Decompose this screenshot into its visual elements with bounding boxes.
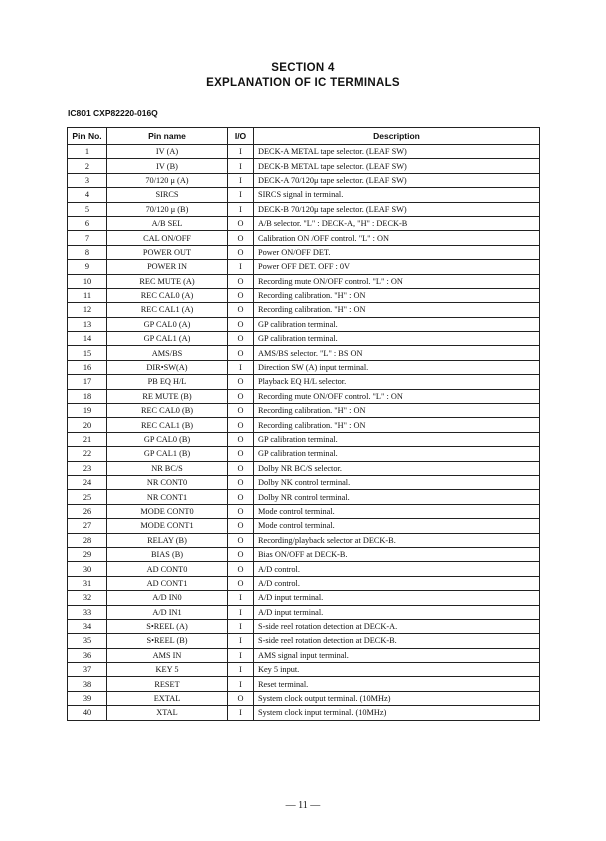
description-cell: DECK-B METAL tape selector. (LEAF SW) bbox=[254, 159, 540, 173]
io-cell: I bbox=[228, 677, 254, 691]
io-cell: O bbox=[228, 576, 254, 590]
description-cell: A/D input terminal. bbox=[254, 591, 540, 605]
table-row bbox=[68, 432, 540, 446]
io-cell: I bbox=[228, 360, 254, 374]
table-row bbox=[68, 677, 540, 691]
description-cell: A/B selector. "L" : DECK-A, "H" : DECK-B bbox=[254, 216, 540, 230]
description-cell: Recording/playback selector at DECK-B. bbox=[254, 533, 540, 547]
pin-no-cell: 10 bbox=[68, 274, 107, 288]
pin-name-cell: DIR•SW(A) bbox=[107, 360, 228, 374]
table-row bbox=[68, 490, 540, 504]
pin-name-cell: POWER IN bbox=[107, 260, 228, 274]
pin-name-cell: 70/120 μ (B) bbox=[107, 202, 228, 216]
pin-no-cell: 4 bbox=[68, 188, 107, 202]
table-row bbox=[68, 648, 540, 662]
table-row bbox=[68, 346, 540, 360]
pin-no-cell: 37 bbox=[68, 663, 107, 677]
pin-no-cell: 16 bbox=[68, 360, 107, 374]
description-cell: DECK-A 70/120μ tape selector. (LEAF SW) bbox=[254, 173, 540, 187]
pin-no-cell: 17 bbox=[68, 375, 107, 389]
section-subtitle: EXPLANATION OF IC TERMINALS bbox=[206, 77, 400, 89]
header-pin-no: Pin No. bbox=[68, 128, 107, 145]
io-cell: O bbox=[228, 418, 254, 432]
table-row bbox=[68, 188, 540, 202]
io-cell: O bbox=[228, 332, 254, 346]
pin-name-cell: REC CAL0 (B) bbox=[107, 404, 228, 418]
description-cell: Recording calibration. "H" : ON bbox=[254, 303, 540, 317]
pin-name-cell: RELAY (B) bbox=[107, 533, 228, 547]
description-cell: Recording mute ON/OFF control. "L" : ON bbox=[254, 274, 540, 288]
table-row bbox=[68, 274, 540, 288]
pin-name-cell: GP CAL0 (A) bbox=[107, 317, 228, 331]
pin-no-cell: 36 bbox=[68, 648, 107, 662]
pin-name-cell: A/D IN1 bbox=[107, 605, 228, 619]
table-header-row bbox=[68, 128, 540, 145]
description-cell: AMS signal input terminal. bbox=[254, 648, 540, 662]
description-cell: Recording calibration. "H" : ON bbox=[254, 404, 540, 418]
io-cell: O bbox=[228, 547, 254, 561]
io-cell: I bbox=[228, 260, 254, 274]
pin-no-cell: 32 bbox=[68, 591, 107, 605]
pin-no-cell: 14 bbox=[68, 332, 107, 346]
table-row bbox=[68, 216, 540, 230]
pin-name-cell: CAL ON/OFF bbox=[107, 231, 228, 245]
io-cell: O bbox=[228, 317, 254, 331]
table-body bbox=[68, 145, 540, 721]
table-row bbox=[68, 332, 540, 346]
description-cell: Recording calibration. "H" : ON bbox=[254, 418, 540, 432]
table-row bbox=[68, 691, 540, 705]
description-cell: System clock input terminal. (10MHz) bbox=[254, 706, 540, 720]
description-cell: System clock output terminal. (10MHz) bbox=[254, 691, 540, 705]
pin-name-cell: S•REEL (B) bbox=[107, 634, 228, 648]
pin-name-cell: AD CONT1 bbox=[107, 576, 228, 590]
table-row bbox=[68, 605, 540, 619]
table-row bbox=[68, 173, 540, 187]
table-row bbox=[68, 447, 540, 461]
pin-no-cell: 26 bbox=[68, 504, 107, 518]
description-cell: SIRCS signal in terminal. bbox=[254, 188, 540, 202]
io-cell: O bbox=[228, 375, 254, 389]
io-cell: I bbox=[228, 648, 254, 662]
description-cell: Mode control terminal. bbox=[254, 504, 540, 518]
io-cell: O bbox=[228, 245, 254, 259]
pin-table bbox=[67, 127, 540, 721]
io-cell: O bbox=[228, 447, 254, 461]
pin-name-cell: REC MUTE (A) bbox=[107, 274, 228, 288]
description-cell: Mode control terminal. bbox=[254, 519, 540, 533]
io-cell: O bbox=[228, 432, 254, 446]
description-cell: Bias ON/OFF at DECK-B. bbox=[254, 547, 540, 561]
table-row bbox=[68, 145, 540, 159]
description-cell: Power ON/OFF DET. bbox=[254, 245, 540, 259]
pin-name-cell: XTAL bbox=[107, 706, 228, 720]
pin-name-cell: GP CAL1 (B) bbox=[107, 447, 228, 461]
pin-no-cell: 18 bbox=[68, 389, 107, 403]
pin-no-cell: 33 bbox=[68, 605, 107, 619]
io-cell: O bbox=[228, 562, 254, 576]
io-cell: O bbox=[228, 475, 254, 489]
pin-no-cell: 19 bbox=[68, 404, 107, 418]
ic-heading: IC801 CXP82220-016Q bbox=[68, 108, 158, 118]
pin-name-cell: NR CONT1 bbox=[107, 490, 228, 504]
pin-no-cell: 7 bbox=[68, 231, 107, 245]
description-cell: Power OFF DET. OFF : 0V bbox=[254, 260, 540, 274]
pin-name-cell: SIRCS bbox=[107, 188, 228, 202]
pin-no-cell: 20 bbox=[68, 418, 107, 432]
description-cell: A/D input terminal. bbox=[254, 605, 540, 619]
description-cell: Dolby NR BC/S selector. bbox=[254, 461, 540, 475]
pin-name-cell: AMS/BS bbox=[107, 346, 228, 360]
pin-name-cell: BIAS (B) bbox=[107, 547, 228, 561]
pin-name-cell: A/B SEL bbox=[107, 216, 228, 230]
description-cell: GP calibration terminal. bbox=[254, 447, 540, 461]
pin-name-cell: IV (A) bbox=[107, 145, 228, 159]
pin-name-cell: REC CAL1 (A) bbox=[107, 303, 228, 317]
io-cell: I bbox=[228, 663, 254, 677]
pin-name-cell: POWER OUT bbox=[107, 245, 228, 259]
pin-name-cell: REC CAL0 (A) bbox=[107, 288, 228, 302]
description-cell: Recording mute ON/OFF control. "L" : ON bbox=[254, 389, 540, 403]
io-cell: I bbox=[228, 159, 254, 173]
pin-name-cell: AD CONT0 bbox=[107, 562, 228, 576]
io-cell: O bbox=[228, 288, 254, 302]
table-row bbox=[68, 519, 540, 533]
io-cell: O bbox=[228, 216, 254, 230]
pin-name-cell: KEY 5 bbox=[107, 663, 228, 677]
pin-no-cell: 24 bbox=[68, 475, 107, 489]
io-cell: O bbox=[228, 504, 254, 518]
pin-no-cell: 40 bbox=[68, 706, 107, 720]
table-row bbox=[68, 360, 540, 374]
description-cell: Reset terminal. bbox=[254, 677, 540, 691]
description-cell: Playback EQ H/L selector. bbox=[254, 375, 540, 389]
description-cell: AMS/BS selector. "L" : BS ON bbox=[254, 346, 540, 360]
description-cell: GP calibration terminal. bbox=[254, 317, 540, 331]
io-cell: I bbox=[228, 145, 254, 159]
pin-name-cell: RE MUTE (B) bbox=[107, 389, 228, 403]
description-cell: DECK-A METAL tape selector. (LEAF SW) bbox=[254, 145, 540, 159]
header-io: I/O bbox=[228, 128, 254, 145]
pin-no-cell: 28 bbox=[68, 533, 107, 547]
pin-no-cell: 12 bbox=[68, 303, 107, 317]
table-row bbox=[68, 288, 540, 302]
io-cell: O bbox=[228, 461, 254, 475]
pin-name-cell: REC CAL1 (B) bbox=[107, 418, 228, 432]
pin-name-cell: 70/120 μ (A) bbox=[107, 173, 228, 187]
io-cell: I bbox=[228, 619, 254, 633]
pin-no-cell: 9 bbox=[68, 260, 107, 274]
description-cell: GP calibration terminal. bbox=[254, 332, 540, 346]
pin-name-cell: AMS IN bbox=[107, 648, 228, 662]
pin-no-cell: 34 bbox=[68, 619, 107, 633]
table-row bbox=[68, 576, 540, 590]
header-pin-name: Pin name bbox=[107, 128, 228, 145]
pin-no-cell: 11 bbox=[68, 288, 107, 302]
pin-no-cell: 15 bbox=[68, 346, 107, 360]
io-cell: I bbox=[228, 202, 254, 216]
table-row bbox=[68, 461, 540, 475]
table-row bbox=[68, 404, 540, 418]
description-cell: Key 5 input. bbox=[254, 663, 540, 677]
table-row bbox=[68, 533, 540, 547]
table-row bbox=[68, 475, 540, 489]
table-row bbox=[68, 389, 540, 403]
pin-name-cell: NR CONT0 bbox=[107, 475, 228, 489]
section-title: SECTION 4 bbox=[271, 62, 335, 74]
pin-name-cell: EXTAL bbox=[107, 691, 228, 705]
pin-no-cell: 13 bbox=[68, 317, 107, 331]
table-row bbox=[68, 375, 540, 389]
pin-name-cell: NR BC/S bbox=[107, 461, 228, 475]
io-cell: O bbox=[228, 346, 254, 360]
pin-name-cell: S•REEL (A) bbox=[107, 619, 228, 633]
io-cell: I bbox=[228, 605, 254, 619]
pin-name-cell: IV (B) bbox=[107, 159, 228, 173]
description-cell: Dolby NR control terminal. bbox=[254, 490, 540, 504]
io-cell: O bbox=[228, 303, 254, 317]
description-cell: A/D control. bbox=[254, 562, 540, 576]
pin-no-cell: 25 bbox=[68, 490, 107, 504]
pin-no-cell: 30 bbox=[68, 562, 107, 576]
table-row bbox=[68, 547, 540, 561]
table-row bbox=[68, 260, 540, 274]
table-row bbox=[68, 663, 540, 677]
table-row bbox=[68, 634, 540, 648]
pin-name-cell: RESET bbox=[107, 677, 228, 691]
table-row bbox=[68, 245, 540, 259]
description-cell: A/D control. bbox=[254, 576, 540, 590]
io-cell: O bbox=[228, 533, 254, 547]
pin-name-cell: MODE CONT0 bbox=[107, 504, 228, 518]
description-cell: Recording calibration. "H" : ON bbox=[254, 288, 540, 302]
table-row bbox=[68, 159, 540, 173]
table-row bbox=[68, 706, 540, 720]
pin-no-cell: 22 bbox=[68, 447, 107, 461]
pin-name-cell: GP CAL1 (A) bbox=[107, 332, 228, 346]
pin-name-cell: A/D IN0 bbox=[107, 591, 228, 605]
table-row bbox=[68, 418, 540, 432]
table-row bbox=[68, 504, 540, 518]
description-cell: Calibration ON /OFF control. "L" : ON bbox=[254, 231, 540, 245]
pin-no-cell: 5 bbox=[68, 202, 107, 216]
pin-no-cell: 39 bbox=[68, 691, 107, 705]
io-cell: O bbox=[228, 404, 254, 418]
io-cell: I bbox=[228, 173, 254, 187]
pin-no-cell: 29 bbox=[68, 547, 107, 561]
page-number: — 11 — bbox=[285, 800, 321, 811]
description-cell: Direction SW (A) input terminal. bbox=[254, 360, 540, 374]
io-cell: O bbox=[228, 519, 254, 533]
header-description: Description bbox=[254, 128, 540, 145]
pin-no-cell: 1 bbox=[68, 145, 107, 159]
io-cell: O bbox=[228, 490, 254, 504]
pin-name-cell: MODE CONT1 bbox=[107, 519, 228, 533]
pin-no-cell: 27 bbox=[68, 519, 107, 533]
io-cell: O bbox=[228, 231, 254, 245]
pin-no-cell: 35 bbox=[68, 634, 107, 648]
pin-no-cell: 3 bbox=[68, 173, 107, 187]
pin-name-cell: GP CAL0 (B) bbox=[107, 432, 228, 446]
description-cell: S-side reel rotation detection at DECK-A. bbox=[254, 619, 540, 633]
io-cell: O bbox=[228, 274, 254, 288]
description-cell: DECK-B 70/120μ tape selector. (LEAF SW) bbox=[254, 202, 540, 216]
io-cell: I bbox=[228, 591, 254, 605]
io-cell: O bbox=[228, 389, 254, 403]
pin-no-cell: 2 bbox=[68, 159, 107, 173]
description-cell: S-side reel rotation detection at DECK-B. bbox=[254, 634, 540, 648]
pin-no-cell: 31 bbox=[68, 576, 107, 590]
pin-no-cell: 23 bbox=[68, 461, 107, 475]
table-row bbox=[68, 619, 540, 633]
table-row bbox=[68, 562, 540, 576]
table-row bbox=[68, 317, 540, 331]
description-cell: Dolby NK control terminal. bbox=[254, 475, 540, 489]
pin-no-cell: 6 bbox=[68, 216, 107, 230]
description-cell: GP calibration terminal. bbox=[254, 432, 540, 446]
io-cell: O bbox=[228, 691, 254, 705]
io-cell: I bbox=[228, 706, 254, 720]
table-row bbox=[68, 591, 540, 605]
pin-no-cell: 38 bbox=[68, 677, 107, 691]
io-cell: I bbox=[228, 188, 254, 202]
table-row bbox=[68, 202, 540, 216]
table-row bbox=[68, 231, 540, 245]
table-row bbox=[68, 303, 540, 317]
pin-name-cell: PB EQ H/L bbox=[107, 375, 228, 389]
io-cell: I bbox=[228, 634, 254, 648]
pin-no-cell: 21 bbox=[68, 432, 107, 446]
pin-no-cell: 8 bbox=[68, 245, 107, 259]
